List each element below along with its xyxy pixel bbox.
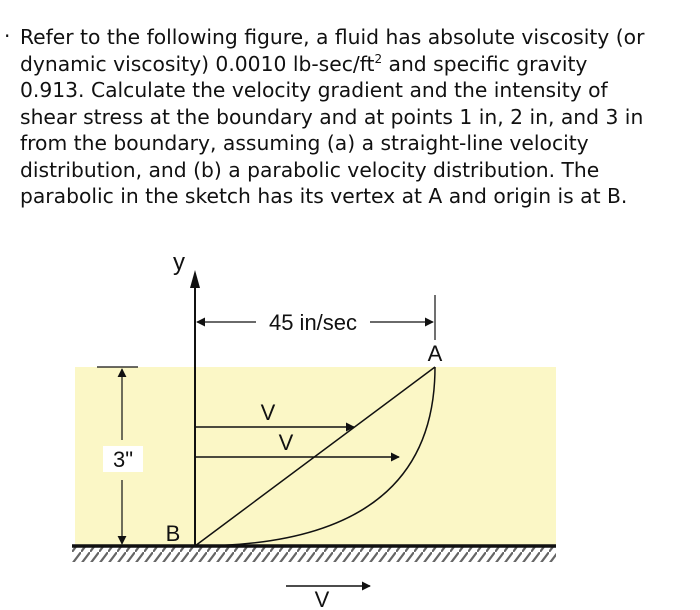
velocity-dimension-label: 45 in/sec bbox=[268, 310, 358, 335]
ground-hatch bbox=[72, 546, 556, 562]
unit-superscript: 2 bbox=[374, 51, 383, 66]
problem-line-3: 0.913. Calculate the velocity gradient and the intensity of bbox=[20, 78, 608, 102]
y-axis-label: y bbox=[173, 249, 185, 276]
problem-line-2-text: dynamic viscosity) 0.0010 lb-sec/ft bbox=[20, 51, 375, 76]
depth-dimension-label: 3" bbox=[112, 447, 134, 472]
y-axis-arrowhead bbox=[190, 270, 200, 288]
flow-direction-label: V bbox=[314, 587, 330, 610]
point-a-label: A bbox=[427, 341, 443, 366]
problem-line-2-tail: and specific gravity bbox=[382, 51, 588, 76]
problem-line-5: from the boundary, assuming (a) a straight-line velocity bbox=[20, 131, 589, 155]
problem-line-4: shear stress at the boundary and at points 1 in, 2 in, and 3 in bbox=[20, 104, 644, 129]
problem-line-7: parabolic in the sketch has its vertex at A and origin is at B. bbox=[20, 184, 628, 208]
velocity-arrow-upper-label: V bbox=[260, 400, 276, 425]
problem-line-6: distribution, and (b) a parabolic velocity distribution. The bbox=[20, 157, 600, 182]
bullet-mark: · bbox=[4, 24, 11, 48]
problem-line-1: Refer to the following figure, a fluid has absolute viscosity (or bbox=[20, 25, 645, 49]
velocity-arrow-middle-label: V bbox=[278, 430, 294, 455]
point-b-label: B bbox=[165, 521, 181, 546]
